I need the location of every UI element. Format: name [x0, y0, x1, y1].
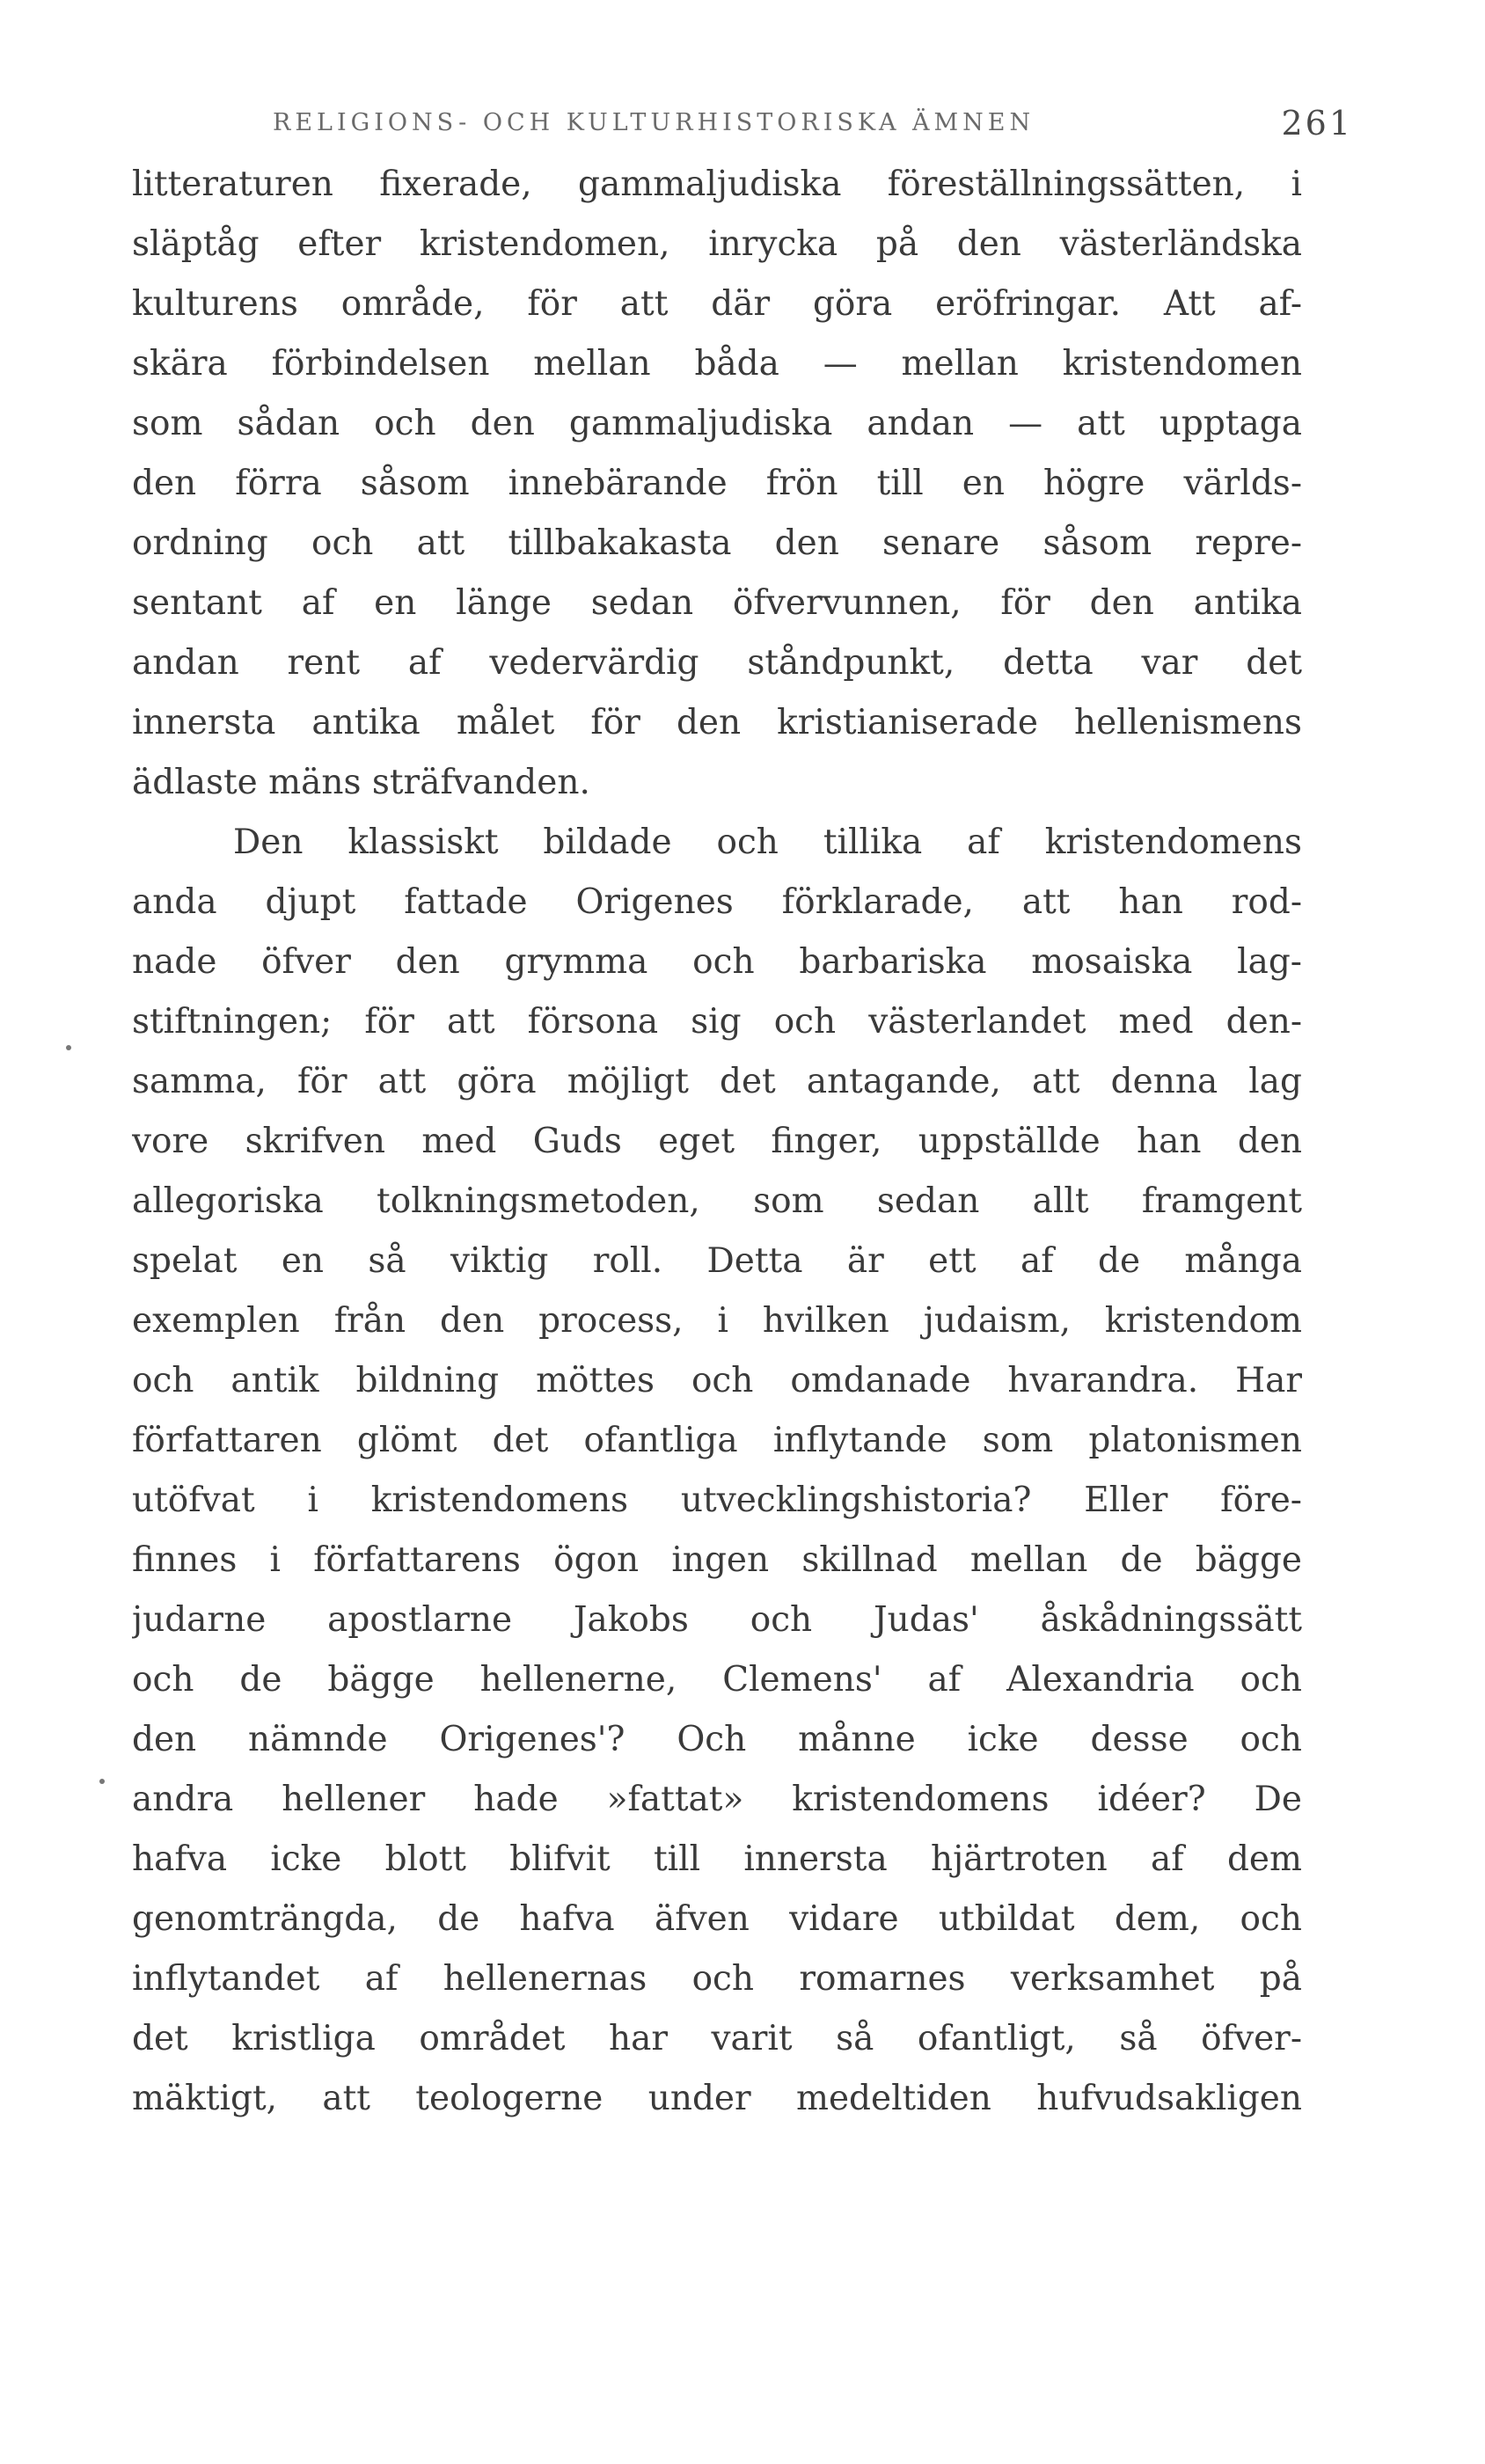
paragraph-first-line: Den klassiskt bildade och tillika af kristendomens [233, 823, 1302, 862]
text-line: genomträngda, de hafva äfven vidare utbildat dem, och [132, 1899, 1302, 1939]
paragraph-last-line: ädlaste mäns sträfvanden. [132, 763, 590, 802]
text-line: samma, för att göra möjligt det antagande, att denna lag [132, 1062, 1302, 1101]
text-line: utöfvat i kristendomens utvecklingshistoria? Eller före- [132, 1481, 1302, 1520]
text-line: inflytandet af hellenernas och romarnes verksamhet på [132, 1959, 1302, 1999]
text-line: exemplen från den process, i hvilken judaism, kristendom [132, 1301, 1302, 1341]
text-line: sentant af en länge sedan öfvervunnen, för den antika [132, 583, 1302, 623]
text-line: mäktigt, att teologerne under medeltiden hufvudsakligen [132, 2079, 1302, 2118]
text-line: och de bägge hellenerne, Clemens' af Alexandria och [132, 1660, 1302, 1700]
text-line: skära förbindelsen mellan båda — mellan kristendomen [132, 344, 1302, 384]
text-line: den nämnde Origenes'? Och månne icke desse och [132, 1720, 1302, 1759]
text-line: judarne apostlarne Jakobs och Judas' åskådningssätt [132, 1600, 1302, 1640]
text-line: andan rent af vedervärdig ståndpunkt, detta var det [132, 643, 1302, 683]
text-line: hafva icke blott blifvit till innersta hjärtroten af dem [132, 1839, 1302, 1879]
text-line: stiftningen; för att försona sig och västerlandet med den- [132, 1002, 1302, 1042]
text-line: som sådan och den gammaljudiska andan — att upptaga [132, 404, 1302, 443]
body-text [132, 155, 1302, 2129]
text-line: innersta antika målet för den kristianiserade hellenismens [132, 703, 1302, 742]
text-line: finnes i författarens ögon ingen skillnad mellan de bägge [132, 1540, 1302, 1580]
text-line: kulturens område, för att där göra eröfringar. Att af- [132, 284, 1302, 324]
margin-mark [66, 1045, 71, 1050]
text-line: den förra såsom innebärande frön till en högre världs- [132, 464, 1302, 503]
text-line: författaren glömt det ofantliga inflytande som platonismen [132, 1421, 1302, 1460]
text-line: anda djupt fattade Origenes förklarade, att han rod- [132, 882, 1302, 922]
text-line: släptåg efter kristendomen, inrycka på den västerländska [132, 224, 1302, 264]
text-line: spelat en så viktig roll. Detta är ett af de många [132, 1241, 1302, 1281]
text-line: litteraturen fixerade, gammaljudiska föreställningssätten, i [132, 165, 1302, 204]
text-line: nade öfver den grymma och barbariska mosaiska lag- [132, 942, 1302, 982]
text-line: ordning och att tillbakakasta den senare såsom repre- [132, 523, 1302, 563]
page-number: 261 [1281, 104, 1353, 143]
margin-mark [99, 1779, 105, 1784]
running-head: RELIGIONS- OCH KULTURHISTORISKA ÄMNEN [273, 109, 1035, 136]
text-line: det kristliga området har varit så ofantligt, så öfver- [132, 2019, 1302, 2058]
text-line: och antik bildning möttes och omdanade hvarandra. Har [132, 1361, 1302, 1400]
text-line: vore skrifven med Guds eget finger, uppställde han den [132, 1122, 1302, 1161]
text-line: allegoriska tolkningsmetoden, som sedan allt framgent [132, 1181, 1302, 1221]
text-line: andra hellener hade »fattat» kristendomens idéer? De [132, 1780, 1302, 1819]
page-header [273, 104, 1353, 153]
